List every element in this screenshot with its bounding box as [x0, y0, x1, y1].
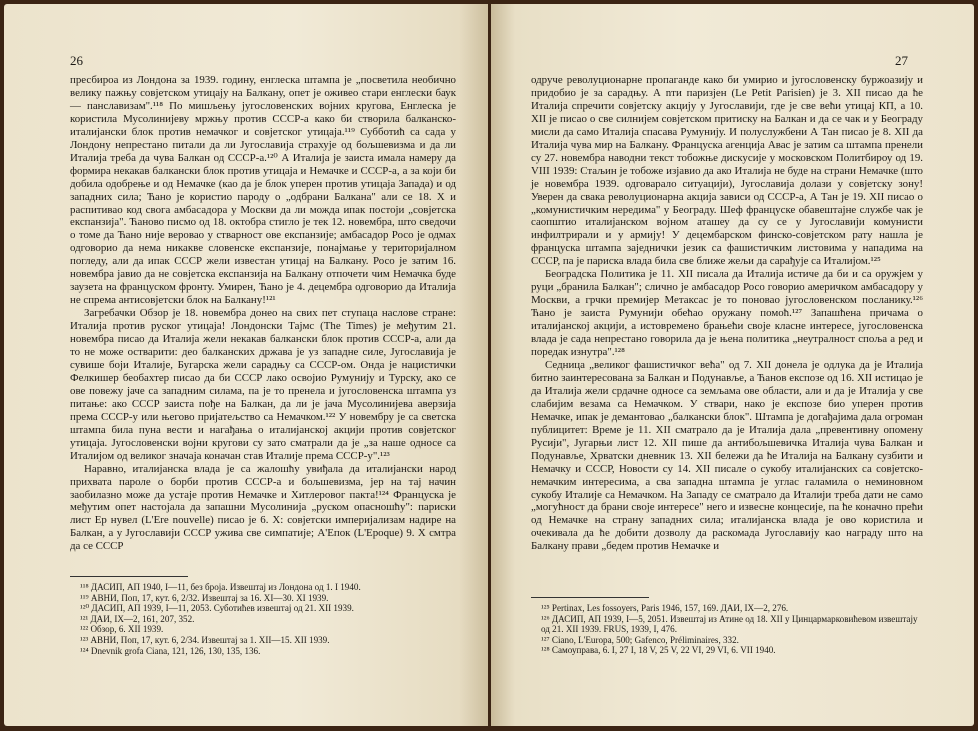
footnote: ¹¹⁹ АВНИ, Поп, 17, кут. 6, 2/32. Извештај за 16. XI—30. XI 1939.: [80, 592, 329, 603]
page-number: 27: [895, 53, 908, 68]
footnote: ¹²⁷ Ciano, L'Europa, 500; Gafenco, Préliminaires, 332.: [541, 634, 739, 645]
paragraph: Наравно, италијанска влада је са жалошћу увиђала да италијански народ прихвата пароле о борби против СССР-а и бољшевизма, јер на тај начин заобилазно може да устаје против Немачке и Хитлеровог пакта!¹²⁴ Француска је међутим опет настојала да запашни Мусолинија „руском опасношћу": париски лист Ер нувел (L'Ere nouvelle) писао је 6. Х: совјетски империјализам надире на Балкан, а у Југославији СССР ужива све симпатије; А'Епок (L'Epoque) 9. Х смтра да се СССР: [70, 462, 456, 553]
footnote: ¹²⁸ Самоуправа, 6. I, 27 I, 18 V, 25 V, 22 VI, 29 VI, 6. VII 1940.: [541, 645, 776, 656]
footnote: ¹²⁰ ДАСИП, АП 1939, I—11, 2053. Суботићев извештај од 21. XII 1939.: [80, 603, 354, 614]
paragraph: Седница „великог фашистичког већа" од 7. XII донела је одлука да је Италија битно заинтересована за Балкан и Подунавље, а Ћанов експозе од 16. XII истицао је да Италија жели срдачне односе са земљама ове области, али и да је Италија у све слабијим везама са Немачком. У ствари, нако је експозе био уперен против Немачке, ипак је демантовао „балкански блок". Штампа је догађајима дала огроман публицитет: Време је 11. XII сматрало да је Италија дала „превентивну опомену Русији", Југарњи лист 12. XII пише да антибољшевичка Италија чува Балкан и Подунавље, Хрватски дневник 13. XII бележи да ће Италија на Балкану сузбити и Немачку и СССР, Новости су 14. XII писале о сукобу италијанских са совјетско-немачким интересима, а сва западна штампа је углас галамила о неминовном сукобу Италије са Немачком. На Западу се сматрало да Италији треба дати не само „могућност да брани своје интересе" него и извесне концесије, па ће коначно прећи од Немачке на страну западних сила; италијанска влада је ово користила и очекивала да ће добити дозволу да раскомада Југославију као награду што на Балкану прави „бедем против Немачке и: [531, 358, 923, 553]
footnote: ¹¹⁸ ДАСИП, АП 1940, I—11, без броја. Извештај из Лондона од 1. I 1940.: [80, 582, 361, 592]
footnote: ¹²⁴ Dnevnik grofa Ciana, 121, 126, 130, 135, 136.: [80, 645, 261, 656]
footnote-divider: [531, 597, 649, 598]
body-text: [70, 74, 456, 553]
left-page: [4, 4, 488, 726]
body-text: [531, 74, 923, 553]
footnote: ¹²⁶ ДАСИП, АП 1939, I—5, 2051. Извештај из Атине од 18. XII у Цинцармарковићевом извештају од 21. XII 1939. FRUS, 1939, I, 476.: [541, 613, 918, 635]
footnote: ¹²¹ ДАИ, IX—2, 161, 207, 352.: [80, 613, 195, 624]
footnote: ¹²³ АВНИ, Поп, 17, кут. 6, 2/34. Извештај за 1. XII—15. XII 1939.: [80, 634, 330, 645]
footnotes: [531, 589, 923, 656]
paragraph: Београдска Политика је 11. XII писала да Италија истиче да би и са оружјем у руци „бранила Балкан"; слично је амбасадор Росо говорио америчком амбасадору у Москви, а грчки премијер Метаксас је то поновао југословенском посланику.¹²⁶ Ћано је заиста Румунији обећао оружану помоћ.¹²⁷ Запашћена причама о италијанској акцији, а истовремено брањећи своје класне интересе, југословенска влада је сада непрестано говорила да је њена политика „неутралност споља а ред и поредак изнутра".¹²⁸: [531, 268, 923, 359]
page-number: 26: [70, 53, 83, 68]
footnote: ¹²² Обзор, 6. XII 1939.: [80, 624, 164, 635]
paragraph: одруче револуционарне пропаганде како би умирио и југословенску буржоазију и придобио је за сарадњу. А nти паризјен (Le Petit Parisien) је 3. XII писао да ће Италија спречити совјетску акцију у Југославији, где је све већи утицај КП, а 10. XII је писао о све силнијем совјетском притиску на Балкан и да се чак и у Београду мисли да само Италија спасава Румунију. И полуслужбени А Тан писао је 8. XII да Италија чува мир на Балкану. Француска агенција Авас је затим са штампа пренели су 27. новембра наводни текст тобожње дискусије у московском Политбироу од 19. VIII 1939: Стаљин је тобоже изјавио да ако Италија не буде на страни Немачке (што је новембра 1939. одговарало ситуацији), Југославија долази у совјетску зону! Уверен да свака револуционарна акција зависи од СССР-а, А Тан је 19. XII писао о „комунистичким нередима" у Београду. Шеф француске обавештајне службе чак је саопштио италијанском војном аташеу да су се у Југославији комунисти инфилтрирали и у армију! У децембарском финско-совјетском рату нашла је француска штампа заједнички језик са фашистичким листовима у нападима на СССР, па је париска влада била све ближе жељи да сарађује са Италијом.¹²⁵: [531, 74, 923, 268]
footnotes: [70, 568, 456, 656]
footnote-divider: [70, 576, 188, 577]
paragraph: пресбироа из Лондона за 1939. годину, енглеска штампа је „посветила необично велику пажњу совјетском утицају на Балкану, опет је оживео стари енглески баук — панславизам".¹¹⁸ По мишљењу југословенских војних кругова, Енглеска је користила Мусолинијеву мржњу против СССР-а како би створила балканско-италијански блок против немачког и совјетског утицаја.¹¹⁹ Субботић са сада у Лондону непрестано питали да ли Југославија страхује од бољшевизма и да ли Италија треба да чува Балкан од СССР-а.¹²⁰ А Италија је заиста имала намеру да формира некакав балкански блок против утицаја и Немачке и СССР-а, а за који би добила одобрење и од Немачке (као да је блок уперен против утицаја Запада) и од западних сила; Ћано је користио пароду о „одбрани Балкана" али се 18. X и распитивао код свога амбасадора у Москви да ли можда ипак постоји „совјетска експанзија". Ћаново писмо од 18. октобра стигло је тек 12. новембра, што сведочи о томе да Ћано није веровао у стварност ове експанзије; амбасадор Росо је одмах одговорио да нема никакве словенске експанзије, понајмање у територијалном погледу, али да ипак СССР жели известан утицај на Балкану. Росо је затим 16. новембра јавио да не совјетска експанзија на Балкану отпочети чим Немачка буде заузета на француском фронту. Умирен, Ћано је 4. децембра одговорио да Италија не спрема антисовјетски блок на Балкану!¹²¹: [70, 74, 456, 307]
paragraph: Загребачки Обзор је 18. новембра донео на свих пет ступаца наслове стране: Италија против руског утицаја! Лондонски Тајмс (The Times) је међутим 21. новембра писао да Италија жели некакав балкански блок против СССР-а, али да то не може остварити: део балканских држава је уз западне силе, Југославија је сувише боји Италије, Бугарска жели сарадњу са СССР-ом. Онда је нацистички Фелкишер беобахтер писао да би СССР лако освојио Румунију и Турску, ако се ове повежу јаче са западним силама, па је то пренела и југословенска штампа уз питање: ако СССР заиста пође на Балкан, да ли је јача Мусолинијева аверзија према СССР-у или његово пријатељство са Немачком.¹²² У новембру је са светска штампа била пуна вести и нагађања о италијанској акцији против совјетског утицаја. Југословенски војни кругови су зато сматрали да је „за наше односе са Италијом од великог значаја коначан став Италије према СССР-у".¹²³: [70, 307, 456, 462]
footnote: ¹²⁵ Pertinax, Les fossoyers, Paris 1946, 157, 169. ДАИ, IX—2, 276.: [541, 603, 789, 613]
right-page: [491, 4, 974, 726]
